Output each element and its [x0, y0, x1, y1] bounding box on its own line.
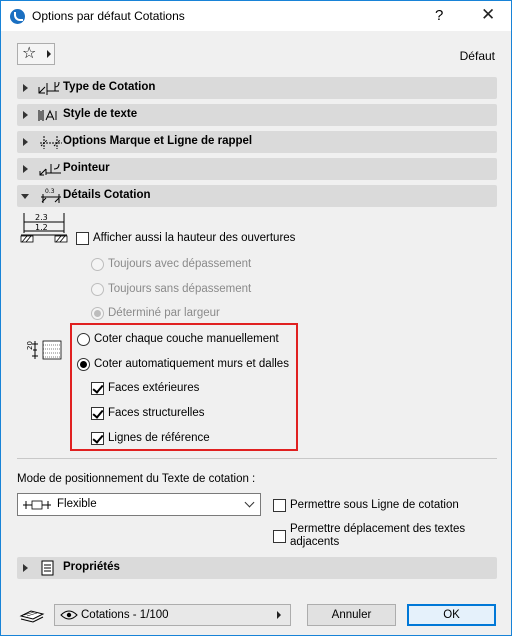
reference-lines-checkbox[interactable]	[91, 432, 104, 445]
expand-arrow-icon	[23, 138, 28, 146]
positioning-mode-label: Mode de positionnement du Texte de cotation :	[17, 473, 256, 485]
cancel-button[interactable]: Annuler	[307, 604, 396, 626]
arrow-right-icon	[47, 50, 51, 58]
expand-arrow-icon	[23, 564, 28, 572]
panel-label: Détails Cotation	[63, 189, 151, 201]
structural-faces-checkbox[interactable]	[91, 407, 104, 420]
panel-text-style[interactable]	[17, 104, 497, 126]
manual-layer-radio[interactable]	[77, 333, 90, 346]
opening-option-radio[interactable]	[91, 307, 104, 320]
panel-marker-options[interactable]	[17, 131, 497, 153]
wall-layers-sample-icon	[21, 339, 67, 361]
eye-icon	[60, 609, 78, 621]
opening-height-label: Afficher aussi la hauteur des ouvertures	[93, 232, 296, 244]
default-label: Défaut	[459, 49, 495, 63]
opening-option-label: Déterminé par largeur	[108, 307, 220, 319]
title-bar	[1, 1, 511, 31]
panel-label: Propriétés	[63, 561, 120, 573]
sample-bottom-value: 1.2	[35, 223, 48, 232]
opening-option-radio[interactable]	[91, 258, 104, 271]
allow-below-checkbox[interactable]	[273, 499, 286, 512]
expand-arrow-icon	[23, 84, 28, 92]
star-icon: ☆	[22, 45, 37, 62]
panel-label: Style de texte	[63, 108, 138, 120]
panel-properties[interactable]	[17, 557, 497, 579]
positioning-mode-select[interactable]	[17, 493, 261, 516]
opening-height-checkbox[interactable]	[76, 232, 89, 245]
chevron-down-icon	[245, 498, 255, 508]
view-selector[interactable]	[54, 604, 291, 626]
allow-move-label: Permettre déplacement des textes adjacents	[290, 523, 466, 548]
arrow-right-icon	[277, 611, 281, 619]
divider	[17, 458, 497, 459]
auto-layer-radio[interactable]	[77, 358, 90, 371]
flexible-text-icon	[22, 499, 52, 511]
panel-pointer[interactable]	[17, 158, 497, 180]
expand-arrow-icon	[23, 165, 28, 173]
svg-text:0.3: 0.3	[45, 188, 55, 195]
positioning-mode-value: Flexible	[57, 498, 97, 510]
auto-layer-label: Coter automatiquement murs et dalles	[94, 358, 289, 370]
help-button[interactable]: ?	[435, 7, 444, 24]
exterior-faces-label: Faces extérieures	[108, 382, 200, 394]
opening-option-radio[interactable]	[91, 283, 104, 296]
close-button[interactable]: ✕	[481, 5, 496, 24]
sample-top-value: 2.3	[35, 213, 48, 222]
panel-dimension-type[interactable]	[17, 77, 497, 99]
window-title: Options par défaut Cotations	[32, 9, 185, 23]
opening-option-label: Toujours avec dépassement	[108, 258, 252, 270]
view-selector-value: Cotations - 1/100	[81, 609, 169, 621]
reference-lines-label: Lignes de référence	[108, 432, 210, 444]
opening-height-sample-icon	[19, 211, 69, 245]
panel-label: Pointeur	[63, 162, 110, 174]
panel-label: Options Marque et Ligne de rappel	[63, 135, 253, 147]
exterior-faces-checkbox[interactable]	[91, 382, 104, 395]
expand-arrow-icon	[23, 111, 28, 119]
collapse-arrow-icon	[21, 194, 29, 199]
allow-move-checkbox[interactable]	[273, 530, 286, 543]
panel-label: Type de Cotation	[63, 81, 156, 93]
manual-layer-label: Coter chaque couche manuellement	[94, 333, 279, 345]
favorites-button[interactable]	[17, 43, 55, 65]
layers-icon	[19, 606, 45, 624]
structural-faces-label: Faces structurelles	[108, 407, 205, 419]
opening-option-label: Toujours sans dépassement	[108, 283, 252, 295]
layer-sample-value: 20	[26, 341, 34, 350]
ok-button[interactable]: OK	[407, 604, 496, 626]
archicad-app-icon	[10, 9, 25, 24]
panel-dimension-details[interactable]	[17, 185, 497, 207]
allow-below-label: Permettre sous Ligne de cotation	[290, 499, 459, 511]
